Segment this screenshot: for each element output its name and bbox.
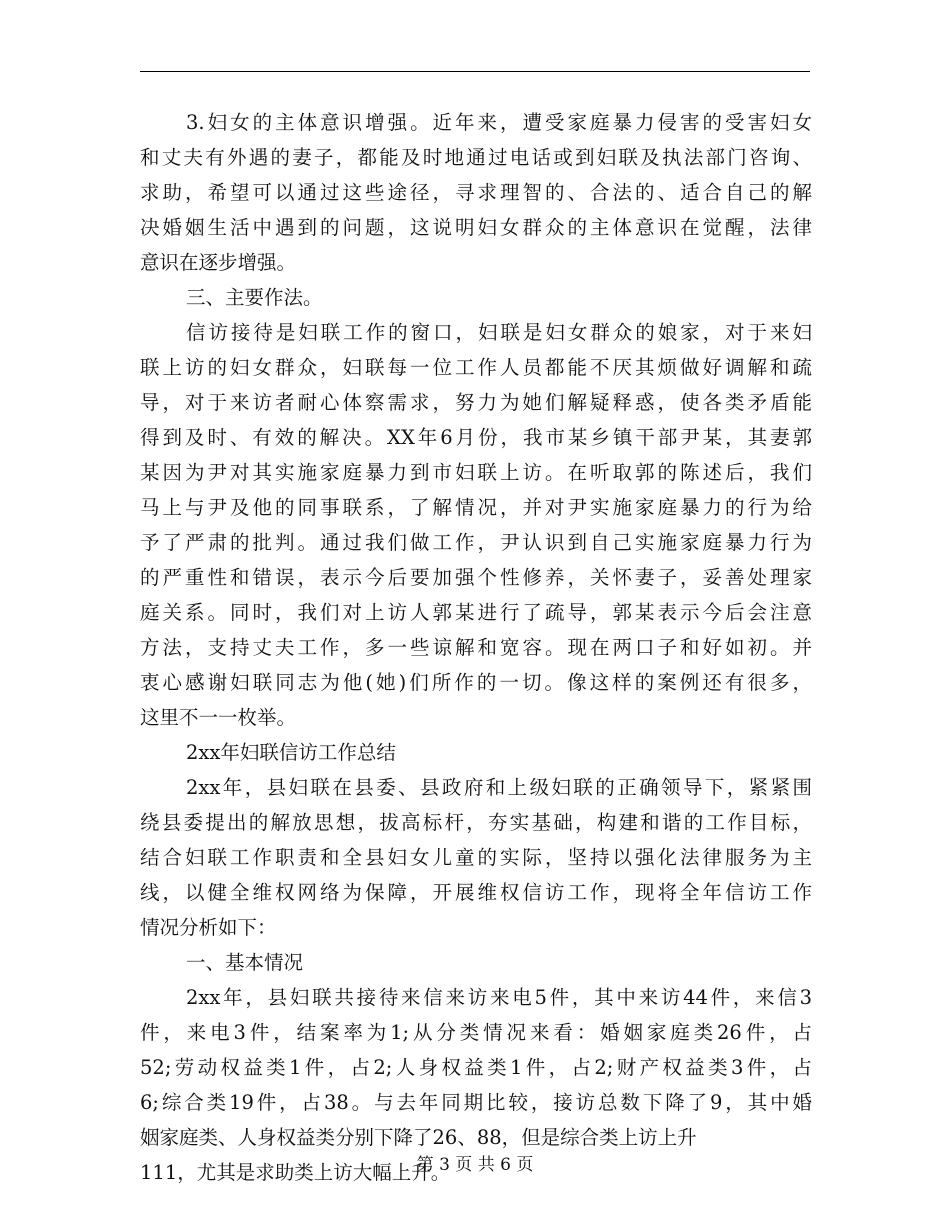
text-line: 信访接待是妇联工作的窗口，妇联是妇女群众的娘家，对于来妇 xyxy=(186,321,812,344)
text-line: 和丈夫有外遇的妻子，都能及时地通过电话或到妇联及执法部门咨询、 xyxy=(140,146,812,169)
text-line: 马上与尹及他的同事联系，了解情况，并对尹实施家庭暴力的行为给 xyxy=(140,496,812,519)
text-line: 三、主要作法。 xyxy=(186,286,323,309)
text-line: 予了严肃的批判。通过我们做工作，尹认识到自己实施家庭暴力行为 xyxy=(140,531,812,554)
text-line: 2xx年，县妇联在县委、县政府和上级妇联的正确领导下，紧紧围 xyxy=(186,776,812,799)
text-line: 2xx年妇联信访工作总结 xyxy=(186,741,396,764)
text-line: 的严重性和错误，表示今后要加强个性修养，关怀妻子，妥善处理家 xyxy=(140,566,812,589)
text-line: 件，来电3件，结案率为1;从分类情况来看：婚姻家庭类26件，占 xyxy=(140,1021,812,1044)
text-line: 一、基本情况 xyxy=(186,951,304,974)
text-line: 方法，支持丈夫工作，多一些谅解和宽容。现在两口子和好如初。并 xyxy=(140,636,812,659)
page-number-label: 第 3 页 共 6 页 xyxy=(416,1155,534,1175)
text-line: 求助，希望可以通过这些途径，寻求理智的、合法的、适合自己的解 xyxy=(140,181,812,204)
document-body xyxy=(140,105,812,1190)
text-line: 决婚姻生活中遇到的问题，这说明妇女群众的主体意识在觉醒，法律 xyxy=(140,216,812,239)
text-line: 庭关系。同时，我们对上访人郭某进行了疏导，郭某表示今后会注意 xyxy=(140,601,812,624)
text-line: 某因为尹对其实施家庭暴力到市妇联上访。在听取郭的陈述后，我们 xyxy=(140,461,812,484)
text-line: 联上访的妇女群众，妇联每一位工作人员都能不厌其烦做好调解和疏 xyxy=(140,356,812,379)
text-line: 3.妇女的主体意识增强。近年来，遭受家庭暴力侵害的受害妇女 xyxy=(186,111,812,134)
text-line: 6;综合类19件，占38。与去年同期比较，接访总数下降了9，其中婚 xyxy=(140,1091,812,1114)
text-line: 导，对于来访者耐心体察需求，努力为她们解疑释惑，使各类矛盾能 xyxy=(140,391,812,414)
text-line: 2xx年，县妇联共接待来信来访来电5件，其中来访44件，来信3 xyxy=(186,986,812,1009)
text-line: 线，以健全维权网络为保障，开展维权信访工作，现将全年信访工作 xyxy=(140,881,812,904)
text-line: 意识在逐步增强。 xyxy=(140,251,297,274)
page-footer xyxy=(0,1153,950,1177)
text-line: 52;劳动权益类1件，占2;人身权益类1件，占2;财产权益类3件，占 xyxy=(140,1056,812,1079)
text-line: 111，尤其是求助类上访大幅上升。 xyxy=(140,1161,451,1184)
text-line: 得到及时、有效的解决。XX年6月份，我市某乡镇干部尹某，其妻郭 xyxy=(140,426,812,449)
text-line: 衷心感谢妇联同志为他(她)们所作的一切。像这样的案例还有很多， xyxy=(140,671,812,694)
text-line: 姻家庭类、人身权益类分别下降了26、88，但是综合类上访上升 xyxy=(140,1126,697,1149)
text-line: 情况分析如下： xyxy=(140,916,277,939)
text-line: 绕县委提出的解放思想，拔高标杆，夯实基础，构建和谐的工作目标， xyxy=(140,811,812,834)
text-line: 这里不一一枚举。 xyxy=(140,706,297,729)
text-line: 结合妇联工作职责和全县妇女儿童的实际，坚持以强化法律服务为主 xyxy=(140,846,812,869)
header-rule xyxy=(140,71,810,72)
